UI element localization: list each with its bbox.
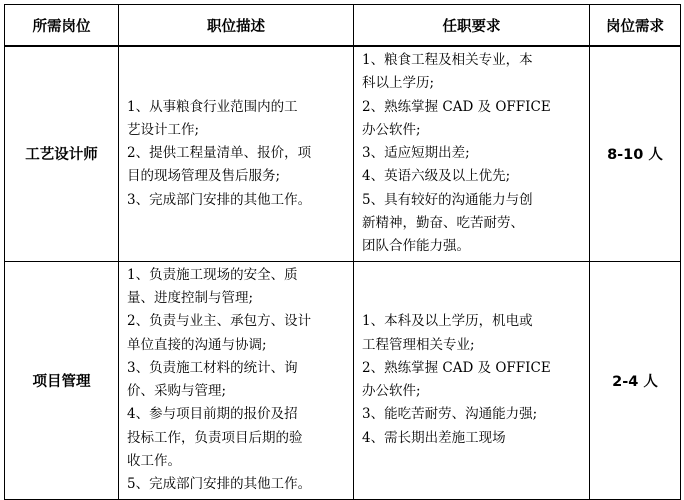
table-header-row (5, 5, 681, 47)
requirement-line: 5、具有较好的沟通能力与创 (362, 191, 533, 208)
description-line: 2、提供工程量清单、报价，项 (127, 145, 312, 162)
requirement-line: 3、适应短期出差; (362, 145, 470, 162)
requirement-line: 办公软件; (362, 383, 421, 400)
header-requirements: 任职要求 (354, 5, 590, 47)
description-line: 收工作。 (127, 453, 181, 470)
description-line: 量、进度控制与管理; (127, 289, 254, 306)
job-description (119, 46, 354, 261)
description-line: 投标工作，负责项目后期的验 (127, 429, 303, 446)
job-requirements-table (4, 4, 681, 500)
requirement-line: 工程管理相关专业; (362, 336, 475, 353)
position-name: 项目管理 (5, 261, 119, 499)
requirement-line: 新精神，勤奋、吃苦耐劳、 (362, 215, 524, 232)
description-line: 目的现场管理及售后服务; (127, 168, 281, 185)
requirement-line: 1、粮食工程及相关专业，本 (362, 52, 533, 68)
job-requirements (354, 46, 590, 261)
requirement-line: 2、熟练掌握 CAD 及 OFFICE (362, 98, 551, 115)
headcount: 8-10 人 (590, 46, 681, 261)
description-line: 3、负责施工材料的统计、询 (127, 359, 298, 376)
description-line: 艺设计工作; (127, 121, 200, 138)
requirement-line: 4、需长期出差施工现场 (362, 429, 506, 446)
requirement-line: 2、熟练掌握 CAD 及 OFFICE (362, 359, 551, 376)
requirement-line: 4、英语六级及以上优先; (362, 168, 511, 185)
requirement-line: 办公软件; (362, 121, 421, 138)
requirement-line: 1、本科及以上学历，机电或 (362, 313, 533, 330)
description-line: 4、参与项目前期的报价及招 (127, 406, 298, 423)
headcount: 2-4 人 (590, 261, 681, 499)
table-row (5, 46, 681, 261)
requirement-line: 科以上学历; (362, 75, 435, 92)
requirement-line: 3、能吃苦耐劳、沟通能力强; (362, 406, 538, 423)
description-line: 价、采购与管理; (127, 383, 227, 400)
description-line: 1、从事粮食行业范围内的工 (127, 98, 298, 115)
description-line: 单位直接的沟通与协调; (127, 336, 267, 353)
description-line: 1、负责施工现场的安全、质 (127, 266, 298, 283)
requirement-line: 团队合作能力强。 (362, 238, 470, 255)
job-description (119, 261, 354, 499)
description-line: 5、完成部门安排的其他工作。 (127, 476, 312, 493)
description-line: 2、负责与业主、承包方、设计 (127, 313, 312, 330)
header-position: 所需岗位 (5, 5, 119, 47)
header-description: 职位描述 (119, 5, 354, 47)
description-line: 3、完成部门安排的其他工作。 (127, 191, 312, 208)
table-row (5, 261, 681, 499)
header-headcount: 岗位需求 (590, 5, 681, 47)
job-requirements (354, 261, 590, 499)
position-name: 工艺设计师 (5, 46, 119, 261)
